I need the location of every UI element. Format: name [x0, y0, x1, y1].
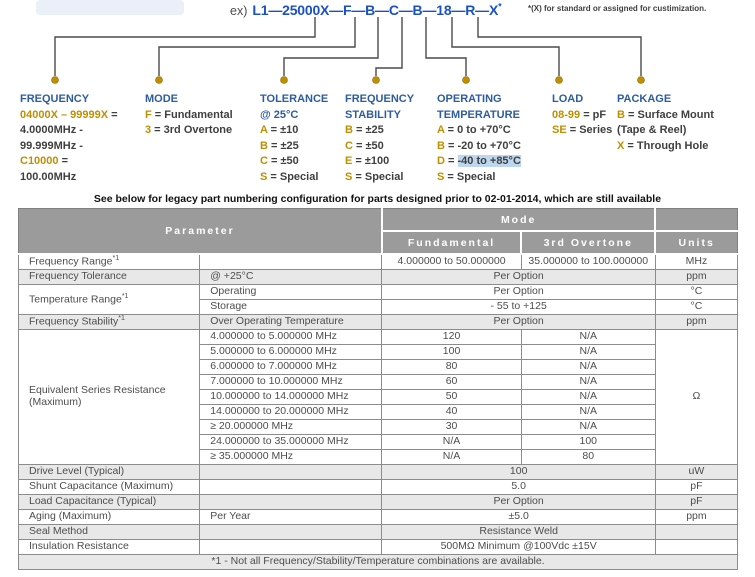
legend-line	[20, 139, 118, 155]
legend-dot-tolerance	[281, 77, 288, 84]
legend-dot-operating-temperature	[463, 77, 470, 84]
legend-dot-mode	[156, 77, 163, 84]
legend-text-segment: = ±100	[352, 155, 390, 167]
header-units: Units	[655, 231, 737, 254]
table-cell	[655, 540, 737, 555]
table-cell: - 55 to +125	[382, 300, 655, 315]
legend-column-operating-temperature	[437, 92, 521, 185]
example-label: ex)	[230, 3, 248, 18]
legend-dot-frequency	[52, 77, 59, 84]
table-cell: ≥ 20.000000 MHz	[200, 420, 382, 435]
table-cell: Load Capacitance (Typical)	[19, 495, 200, 510]
table-cell: N/A	[521, 330, 655, 345]
table-cell: 40	[382, 405, 521, 420]
legend-line	[260, 170, 328, 186]
legend-column-tolerance	[260, 92, 328, 185]
legend-text-segment: 4.0000MHz -	[20, 124, 83, 136]
part-number-text: L1—25000X—F—B—C—B—18—R—X	[252, 1, 499, 18]
legend-text-segment: = Fundamental	[151, 108, 233, 121]
legend-text-segment: B	[437, 139, 445, 152]
legend-line	[437, 170, 521, 186]
legend-heading: MODE	[145, 93, 178, 105]
legend-text-segment: = Surface Mount	[624, 108, 714, 121]
connector-load	[452, 17, 559, 76]
table-cell: 500MΩ Minimum @100Vdc ±15V	[382, 540, 655, 555]
legend-text-segment: X	[617, 139, 625, 152]
table-cell: 100	[382, 465, 655, 480]
legend-text-segment: = pF	[580, 108, 607, 121]
legend-text-segment: = Series	[566, 124, 613, 136]
table-cell: N/A	[382, 450, 521, 465]
legend-line	[260, 123, 328, 139]
part-number-note: *(X) for standard or assigned for custimization.	[528, 4, 707, 13]
table-cell: Frequency Stability$^{*1}$	[19, 315, 200, 330]
table-footnote: *1 - Not all Frequency/Stability/Temperature combinations are available.	[19, 555, 738, 570]
legend-line	[552, 123, 612, 139]
table-row	[19, 510, 738, 525]
legend-text-segment: = ±10	[267, 124, 299, 136]
table-cell: 14.000000 to 20.000000 MHz	[200, 405, 382, 420]
legend-line	[20, 170, 118, 186]
legend-heading: @ 25°C	[260, 108, 299, 121]
header-mode: Mode	[382, 209, 655, 232]
legend-text-segment: B	[345, 124, 353, 136]
asterisk-superscript: *	[498, 1, 502, 11]
table-cell: Over Operating Temperature	[200, 315, 382, 330]
table-cell: Per Option	[382, 270, 655, 285]
table-cell: Per Year	[200, 510, 382, 525]
legend-line	[437, 154, 521, 170]
legend-text-segment: = Special	[444, 170, 496, 183]
table-footnote-row	[19, 555, 738, 570]
legend-text-segment: (Tape & Reel)	[617, 124, 687, 136]
table-cell	[200, 480, 382, 495]
table-cell: 30	[382, 420, 521, 435]
legend-text-segment: C10000	[20, 155, 59, 167]
legend-line	[345, 139, 414, 155]
legend-text-segment: F	[145, 108, 152, 121]
footnote-marker: *1	[118, 315, 125, 323]
table-cell: Frequency Range$^{*1}$	[19, 254, 200, 270]
table-cell	[200, 525, 382, 540]
table-cell: 5.000000 to 6.000000 MHz	[200, 345, 382, 360]
legend-text-segment: A	[437, 124, 445, 136]
table-cell: Insulation Resistance	[19, 540, 200, 555]
legend-text-segment: =	[444, 155, 458, 167]
legend-column-frequency-stability	[345, 92, 414, 185]
legend-column-package	[617, 92, 714, 154]
table-cell: uW	[655, 465, 737, 480]
legend-text-segment: E	[345, 155, 353, 167]
table-row	[19, 495, 738, 510]
legend-line	[617, 123, 714, 139]
table-cell: ≥ 35.000000 MHz	[200, 450, 382, 465]
table-cell: N/A	[382, 435, 521, 450]
footnote-marker: *1	[121, 292, 129, 300]
table-cell	[200, 465, 382, 480]
table-cell: Temperature Range$^{*1}$	[19, 285, 200, 315]
legend-text-segment: S	[437, 170, 445, 183]
table-cell: Shunt Capacitance (Maximum)	[19, 480, 200, 495]
legend-text-segment: = Through Hole	[624, 139, 709, 152]
legend-text-segment: B	[260, 139, 268, 152]
legend-line	[20, 108, 118, 124]
legend-line	[617, 139, 714, 155]
legend-line	[345, 154, 414, 170]
footnote-marker: *1	[112, 255, 120, 263]
legend-heading: PACKAGE	[617, 93, 672, 105]
legend-heading: TOLERANCE	[260, 93, 329, 105]
table-row	[19, 270, 738, 285]
legend-line	[617, 108, 714, 124]
table-cell: N/A	[521, 405, 655, 420]
table-row	[19, 540, 738, 555]
legend-line	[437, 123, 521, 139]
legend-text-segment: -40 to +85°C	[457, 155, 521, 167]
table-row	[19, 285, 738, 300]
legend-heading: FREQUENCY	[20, 93, 90, 105]
table-cell: 100	[521, 435, 655, 450]
spec-table	[18, 208, 738, 570]
table-cell	[200, 254, 382, 270]
table-cell: 10.000000 to 14.000000 MHz	[200, 390, 382, 405]
legend-text-segment: = ±50	[352, 139, 384, 152]
legend-text-segment: = Special	[267, 170, 319, 183]
table-cell: Aging (Maximum)	[19, 510, 200, 525]
table-cell: Per Option	[382, 315, 655, 330]
legend-column-frequency	[20, 92, 118, 185]
table-row	[19, 465, 738, 480]
table-cell: ppm	[655, 315, 737, 330]
table-cell: ppm	[655, 270, 737, 285]
connector-frequency-stability	[376, 17, 402, 76]
table-cell: Ω	[655, 330, 737, 465]
legend-text-segment: =	[108, 108, 118, 121]
table-row	[19, 315, 738, 330]
legend-heading: LOAD	[552, 93, 584, 105]
legend-text-segment: D	[437, 155, 445, 167]
legend-text-segment: C	[260, 155, 268, 167]
legend-line	[145, 108, 233, 124]
table-cell: N/A	[521, 345, 655, 360]
table-cell: Storage	[200, 300, 382, 315]
legend-text-segment: 99.999MHz -	[20, 139, 83, 152]
header-parameter: Parameter	[19, 209, 382, 255]
legend-text-segment: = 0 to +70°C	[444, 124, 511, 136]
legend-text-segment: 04000X – 99999X	[20, 108, 109, 121]
legend-text-segment: S	[260, 170, 268, 183]
legend-line	[345, 170, 414, 186]
legend-line	[20, 123, 118, 139]
legend-line	[552, 108, 612, 124]
table-cell: 24.000000 to 35.000000 MHz	[200, 435, 382, 450]
legend-text-segment: = ±50	[267, 155, 299, 167]
table-cell: MHz	[655, 254, 737, 270]
table-cell: 4.000000 to 5.000000 MHz	[200, 330, 382, 345]
legend-line	[145, 123, 233, 139]
legend-text-segment: C	[345, 139, 353, 152]
table-row	[19, 480, 738, 495]
table-cell: 5.0	[382, 480, 655, 495]
header-3rd-overtone: 3rd Overtone	[521, 231, 655, 254]
table-cell: °C	[655, 300, 737, 315]
legend-text-segment: S	[345, 170, 353, 183]
legend-text-segment: = -20 to +70°C	[444, 139, 521, 152]
spec-table-header	[19, 209, 738, 255]
table-cell: 50	[382, 390, 521, 405]
legend-text-segment: B	[617, 108, 625, 121]
legend-heading: TEMPERATURE	[437, 108, 520, 121]
legend-text-segment: = 3rd Overtone	[151, 124, 233, 136]
table-cell: 80	[521, 450, 655, 465]
table-cell: Resistance Weld	[382, 525, 655, 540]
legend-dot-frequency-stability	[373, 77, 380, 84]
header-empty-cell	[655, 209, 737, 232]
table-cell: 120	[382, 330, 521, 345]
legend-text-segment: =	[58, 155, 69, 167]
legend-heading: FREQUENCY	[345, 93, 415, 105]
table-cell: 7.000000 to 10.000000 MHz	[200, 375, 382, 390]
table-cell: N/A	[521, 375, 655, 390]
table-cell: Equivalent Series Resistance (Maximum)	[19, 330, 200, 465]
table-cell: Seal Method	[19, 525, 200, 540]
table-cell: pF	[655, 495, 737, 510]
table-cell	[655, 525, 737, 540]
legend-line	[260, 154, 328, 170]
connector-mode	[159, 17, 355, 76]
legend-text-segment: 3	[145, 124, 152, 136]
legend-text-segment: 08-99	[552, 108, 581, 121]
table-cell: N/A	[521, 390, 655, 405]
legend-line	[437, 139, 521, 155]
spec-table-body	[19, 254, 738, 570]
table-cell: 35.000000 to 100.000000	[521, 254, 655, 270]
table-cell	[200, 540, 382, 555]
legacy-note: See below for legacy part numbering configuration for parts designed prior to 02-01-2014, which are still available	[93, 193, 662, 205]
table-cell: @ +25°C	[200, 270, 382, 285]
table-row	[19, 525, 738, 540]
legend-column-mode	[145, 92, 233, 139]
table-cell: pF	[655, 480, 737, 495]
legend-line	[345, 123, 414, 139]
table-cell: 80	[382, 360, 521, 375]
table-cell: 6.000000 to 7.000000 MHz	[200, 360, 382, 375]
table-cell: Per Option	[382, 495, 655, 510]
legend-dot-package	[638, 77, 645, 84]
legend-heading: STABILITY	[345, 108, 402, 121]
table-cell: Per Option	[382, 285, 655, 300]
legend-text-segment: = ±25	[352, 124, 384, 136]
legend-text-segment: A	[260, 124, 268, 136]
table-cell: N/A	[521, 360, 655, 375]
legend-text-segment: = ±25	[267, 139, 299, 152]
legend-text-segment: 100.00MHz	[20, 170, 77, 183]
table-cell: N/A	[521, 420, 655, 435]
legend-text-segment: = Special	[352, 170, 404, 183]
legend-column-load	[552, 92, 612, 139]
table-cell: 4.000000 to 50.000000	[382, 254, 521, 270]
legend-heading: OPERATING	[437, 93, 502, 105]
legend-text-segment: SE	[552, 124, 567, 136]
legend-line	[20, 154, 118, 170]
table-cell: ppm	[655, 510, 737, 525]
table-cell: Frequency Tolerance	[19, 270, 200, 285]
table-row	[19, 330, 738, 345]
table-cell: ±5.0	[382, 510, 655, 525]
table-cell: Drive Level (Typical)	[19, 465, 200, 480]
legend-line	[260, 139, 328, 155]
table-cell: 100	[382, 345, 521, 360]
table-cell	[200, 495, 382, 510]
table-row	[19, 254, 738, 270]
table-cell: Operating	[200, 285, 382, 300]
header-fundamental: Fundamental	[382, 231, 521, 254]
table-cell: 60	[382, 375, 521, 390]
legend-dot-load	[556, 77, 563, 84]
table-cell: °C	[655, 285, 737, 300]
